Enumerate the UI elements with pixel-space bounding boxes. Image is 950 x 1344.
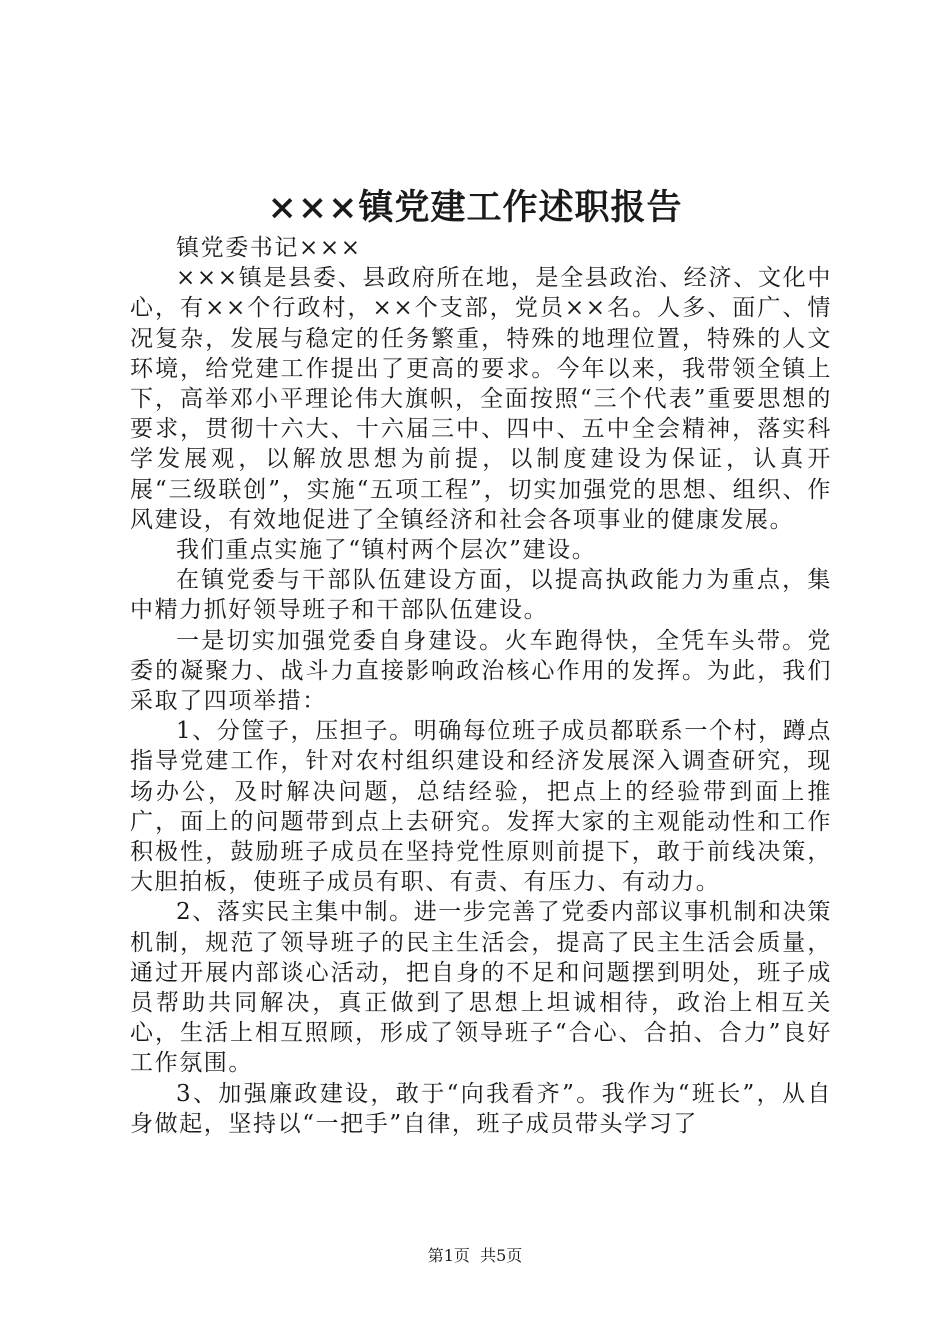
footer-separator — [470, 1246, 480, 1265]
paragraph: 2、落实民主集中制。进一步完善了党委内部议事机制和决策机制，规范了领导班子的民主生活会，提高了民主生活会质量，通过开展内部谈心活动，把自身的不足和问题摆到明处，班子成员帮助共同解决，真正做到了思想上坦诚相待，政治上相互关心，生活上相互照顾，形成了领导班子“合心、合拍、合力”良好工作氛围。 — [130, 899, 832, 1077]
author-line: 镇党委书记××× — [176, 235, 362, 261]
paragraph: 我们重点实施了“镇村两个层次”建设。 — [176, 537, 597, 564]
total-pages: 共5页 — [480, 1246, 523, 1265]
paragraph: 一是切实加强党委自身建设。火车跑得快，全凭车头带。党委的凝聚力、战斗力直接影响政治核心作用的发挥。为此，我们采取了四项举措： — [130, 627, 832, 715]
page-footer — [0, 1244, 950, 1268]
paragraph: 3、加强廉政建设，敢于“向我看齐”。我作为“班长”，从自身做起，坚持以“一把手”自律，班子成员带头学习了 — [130, 1080, 832, 1137]
document-title: ×××镇党建工作述职报告 — [267, 187, 683, 228]
paragraph: 在镇党委与干部队伍建设方面，以提高执政能力为重点，集中精力抓好领导班子和干部队伍建设。 — [130, 567, 832, 624]
document-body — [130, 233, 832, 1139]
paragraph: 1、分筐子，压担子。明确每位班子成员都联系一个村，蹲点指导党建工作，针对农村组织建设和经济发展深入调查研究，现场办公，及时解决问题，总结经验，把点上的经验带到面上推广，面上的问题带到点上去研究。发挥大家的主观能动性和工作积极性，鼓励班子成员在坚持党性原则前提下，敢于前线决策，大胆拍板，使班子成员有职、有责、有压力、有动力。 — [130, 718, 832, 896]
paragraph: ×××镇是县委、县政府所在地，是全县政治、经济、文化中心，有××个行政村，××个支部，党员××名。人多、面广、情况复杂，发展与稳定的任务繁重，特殊的地理位置，特殊的人文环境，给党建工作提出了更高的要求。今年以来，我带领全镇上下，高举邓小平理论伟大旗帜，全面按照“三个代表”重要思想的要求，贯彻十六大、十六届三中、四中、五中全会精神，落实科学发展观，以解放思想为前提，以制度建设为保证，认真开展“三级联创”，实施“五项工程”，切实加强党的思想、组织、作风建设，有效地促进了全镇经济和社会各项事业的健康发展。 — [130, 265, 832, 533]
page-number: 第1页 — [427, 1246, 470, 1265]
